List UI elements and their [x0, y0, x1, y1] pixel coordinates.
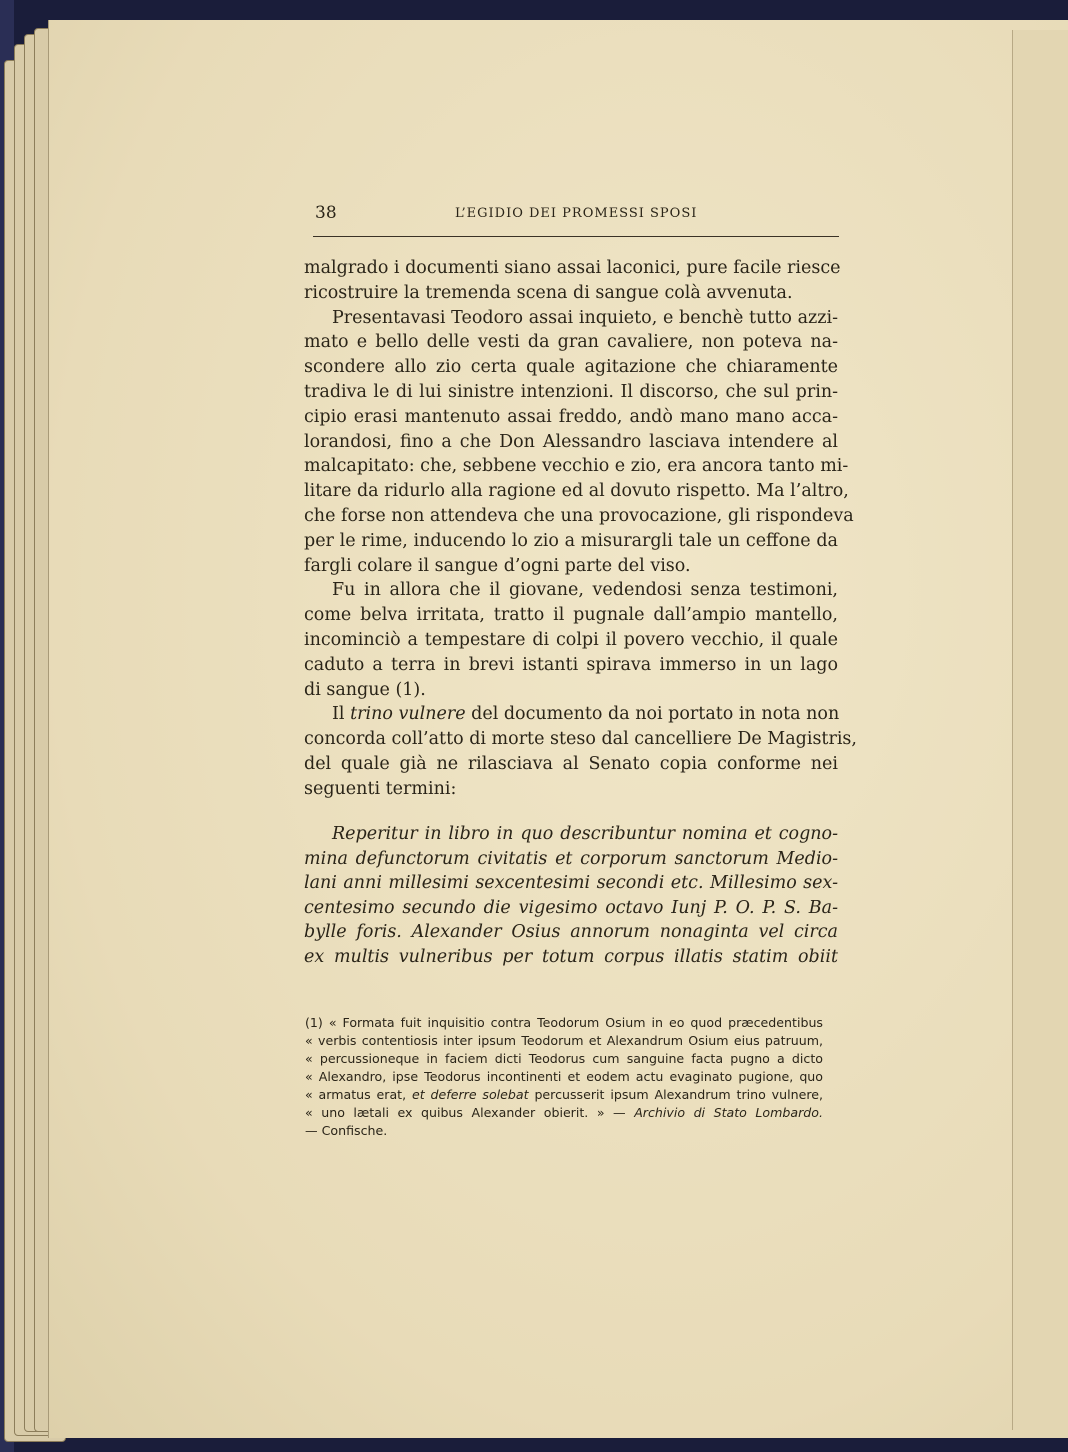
- text-line: malcapitato: che, sebbene vecchio e zio, era ancora tanto mi-: [304, 456, 849, 477]
- text-line: mato e bello delle vesti da gran cavaliere, non poteva na-: [304, 332, 838, 353]
- running-head: L’EGIDIO DEI PROMESSI SPOSI: [455, 206, 698, 221]
- quote-line: bylle foris. Alexander Osius annorum nonaginta vel circa: [304, 922, 838, 943]
- text-span: Il: [332, 704, 345, 725]
- text-line: caduto a terra in brevi istanti spirava immerso in un lago: [304, 654, 838, 675]
- text-line: fargli colare il sangue d’ogni parte del viso.: [304, 555, 691, 576]
- body-text: [304, 256, 857, 802]
- text-line: scondere allo zio certa quale agitazione che chiaramente: [304, 357, 838, 378]
- quote-line: centesimo secundo die vigesimo octavo Iunj P. O. P. S. Ba-: [304, 897, 838, 918]
- text-line: cipio erasi mantenuto assai freddo, andò mano mano acca-: [304, 406, 838, 427]
- text-line: di sangue (1).: [304, 679, 426, 700]
- text-line: tradiva le di lui sinistre intenzioni. Il discorso, che sul prin-: [304, 381, 838, 402]
- page-number: 38: [315, 203, 337, 223]
- quote-line: Reperitur in libro in quo describuntur nomina et cogno-: [332, 824, 838, 844]
- text-line: [304, 702, 838, 727]
- text-span: del documento da noi portato in nota non: [471, 704, 840, 725]
- text-span: « armatus erat,: [305, 1087, 407, 1102]
- quote-line: mina defunctorum civitatis et corporum sanctorum Medio-: [304, 848, 838, 869]
- text-line: lorandosi, fino a che Don Alessandro lasciava intendere al: [304, 431, 838, 452]
- text-line: incominciò a tempestare di colpi il povero vecchio, il quale: [304, 629, 838, 650]
- footnote-line: [305, 1086, 823, 1104]
- footnote-line: « Alexandro, ipse Teodorus incontinenti et eodem actu evaginato pugione, quo: [305, 1069, 823, 1084]
- text-line: litare da ridurlo alla ragione ed al dovuto rispetto. Ma l’altro,: [304, 481, 849, 502]
- header-rule: [313, 236, 839, 237]
- text-line: malgrado i documenti siano assai laconici, pure facile riesce: [304, 258, 841, 278]
- footnote-line: « percussioneque in faciem dicti Teodorus cum sanguine facta pugno a dicto: [305, 1051, 823, 1066]
- text-line: concorda coll’atto di morte steso dal cancelliere De Magistris,: [304, 729, 857, 750]
- italic-phrase: et deferre solebat: [412, 1087, 529, 1102]
- text-span: « uno lætali ex quibus Alexander obierit. » —: [305, 1105, 626, 1120]
- text-line: come belva irritata, tratto il pugnale dall’ampio mantello,: [304, 605, 838, 626]
- text-line: seguenti termini:: [304, 778, 457, 799]
- footnote-line: « verbis contentiosis inter ipsum Teodorum et Alexandrum Osium eius patruum,: [305, 1033, 823, 1048]
- footnote-line: — Confische.: [305, 1123, 388, 1138]
- text-line: Fu in allora che il giovane, vedendosi senza testimoni,: [332, 580, 838, 601]
- facing-page-edge: [1012, 30, 1068, 1430]
- italic-term: trino vulnere: [350, 704, 466, 725]
- archive-citation: Archivio di Stato Lombardo.: [634, 1105, 823, 1120]
- footnote-line: (1) « Formata fuit inquisitio contra Teodorum Osium in eo quod præcedentibus: [305, 1015, 823, 1030]
- text-line: ricostruire la tremenda scena di sangue colà avvenuta.: [304, 282, 793, 303]
- text-span: percusserit ipsum Alexandrum trino vulnere,: [534, 1087, 824, 1102]
- quote-line: lani anni millesimi sexcentesimi secondi etc. Millesimo sex-: [304, 873, 838, 894]
- footnote: [305, 1014, 823, 1140]
- text-line: che forse non attendeva che una provocazione, gli rispondeva: [304, 505, 854, 526]
- latin-quotation: [304, 822, 838, 970]
- quote-line: ex multis vulneribus per totum corpus illatis statim obiit: [304, 946, 838, 967]
- text-line: per le rime, inducendo lo zio a misurargli tale un ceffone da: [304, 530, 838, 551]
- footnote-line: [305, 1104, 823, 1122]
- page-header: [313, 203, 839, 233]
- text-line: del quale già ne rilasciava al Senato copia conforme nei: [304, 753, 838, 774]
- text-line: Presentavasi Teodoro assai inquieto, e benchè tutto azzi-: [332, 307, 838, 328]
